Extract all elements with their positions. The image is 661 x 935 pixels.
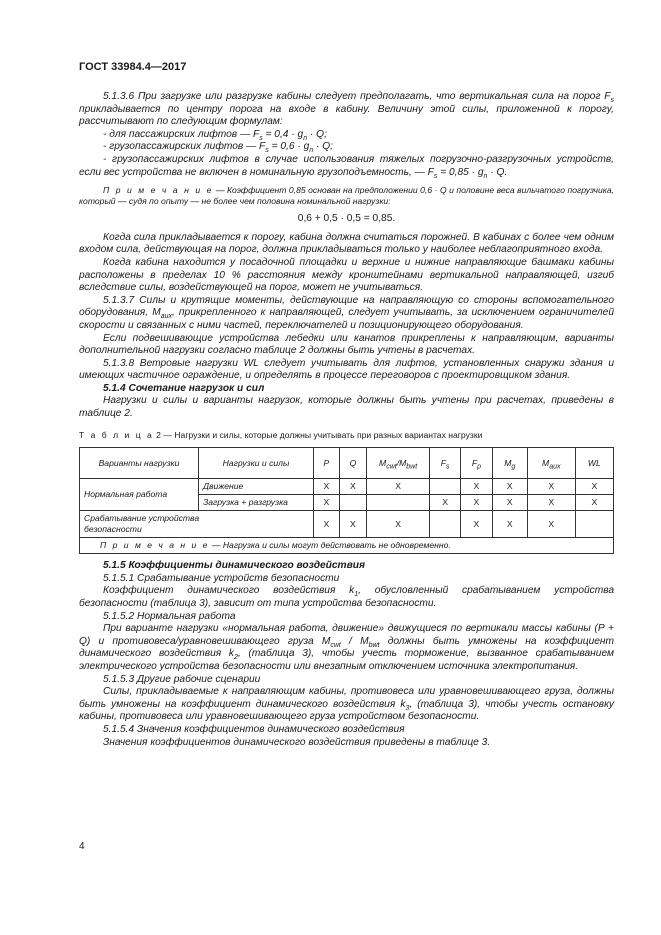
table-note: П р и м е ч а н и е — Нагрузка и силы могут действовать не одновременно. — [80, 538, 614, 554]
cell-empty — [430, 479, 461, 495]
cell-load-loading: Загрузка + разгрузка — [199, 495, 314, 511]
cell-mark: X — [339, 511, 366, 538]
paragraph-combination: Нагрузки и силы и варианты нагрузок, которые должны быть учтены при расчетах, приведены в таблице 2. — [79, 395, 614, 420]
paragraph-5-1-3-7: 5.1.3.7 Силы и крутящие моменты, действующие на направляющую со стороны вспомогательного оборудования, $M_{aux}$, прикрепленного к направляющей, следует учитывать, за исключением ограничителей скорости и связанных с ними частей, переключателей и позиционирующего оборудования. — [79, 294, 614, 331]
cell-mark: X — [575, 479, 613, 495]
heading-5-1-4: 5.1.4 Сочетание нагрузок и сил — [103, 382, 265, 394]
cell-mark: X — [492, 479, 527, 495]
th-M-cwt-bwt: $M_{cwt}/M_{bwt}$ — [367, 448, 430, 479]
cell-mark: X — [367, 511, 430, 538]
cell-mark: X — [527, 495, 575, 511]
cell-mark: X — [461, 479, 493, 495]
cell-mark: X — [461, 495, 493, 511]
paragraph-k1: Коэффициент динамического воздействия $k_1$, обусловленный срабатыванием устройства безопасности (таблица 3), зависит от типа устройства безопасности. — [79, 585, 615, 610]
cell-mark: X — [527, 511, 575, 538]
table-note-row — [80, 538, 614, 554]
cell-mark: X — [430, 495, 461, 511]
formula-heavy-devices: - грузопассажирских лифтов в случае использования тяжелых погрузочно-разгрузочных устройств, если вес устройства не включен в номинальную грузоподъемность, — $F_s = 0,85 \cdot g_n \cdot Q$. — [79, 153, 614, 180]
paragraph-k2: При варианте нагрузки «нормальная работа, движение» движущиеся по вертикали массы кабины (P + Q) и противовеса/уравновешивающего груза $M_{cwt} / M_{bwt}$ должны быть умножены на коэффициент динамического воздействия $k_2$, (таблица 3), чтобы учесть торможение, вызванное срабатыванием электрического устройства безопасности или внезапным отключением источника электропитания. — [79, 623, 614, 672]
heading-5-1-5: 5.1.5 Коэффициенты динамического воздействия — [103, 560, 365, 572]
table-row — [80, 479, 614, 495]
cell-variant-safety: Срабатывание устройства безопасности — [80, 511, 314, 538]
th-Maux: $M_{aux}$ — [527, 448, 575, 479]
th-Q: Q — [339, 448, 366, 479]
cell-mark: X — [492, 495, 527, 511]
cell-load-motion: Движение — [199, 479, 314, 495]
cell-mark: X — [314, 495, 340, 511]
heading-5-1-5-1: 5.1.5.1 Срабатывание устройств безопасности — [103, 572, 340, 584]
table-2-caption: Т а б л и ц а 2 — Нагрузки и силы, которые должны учитывать при разных вариантах нагрузки — [79, 429, 483, 440]
cell-empty — [575, 511, 613, 538]
paragraph-k3: Силы, прикладываемые к направляющим кабины, противовеса или уравновешивающего груза, должны быть умножены на коэффициент динамического воздействия $k_3$, (таблица 3), чтобы учесть остановку кабины, противовеса или уравновешивающего груза устройством безопасности. — [79, 686, 614, 723]
cell-empty — [430, 511, 461, 538]
page-body — [79, 91, 614, 749]
cell-mark: X — [492, 511, 527, 538]
page-header: ГОСТ 33984.4—2017 — [79, 61, 187, 73]
th-Fp: $F_p$ — [461, 448, 493, 479]
table-header-row — [80, 448, 614, 479]
cell-variant-normal: Нормальная работа — [80, 479, 199, 511]
cell-mark: X — [314, 479, 340, 495]
page-number: 4 — [79, 841, 85, 852]
note-coefficient: П р и м е ч а н и е — Коэффициент 0,85 основан на предположении 0,6 · Q и половине веса вильчатого погрузчика, который — судя по опыту — не более чем половина номинальной нагрузки: — [79, 185, 614, 207]
paragraph-landing: Когда кабина находится у посадочной площадки и верхние и нижние направляющие башмаки кабины расположены в пределах 10 % расстояния между кронштейнами вертикальной направляющей, изгиб вследствие силы, воздействующей на порог, может не учитываться. — [79, 256, 614, 294]
paragraph-empty-car: Когда сила прикладывается к порогу, кабина должна считаться порожней. В кабинах с более чем одним входом сила, действующая на порог, должна прикладываться только у наиболее неблагоприятного входа. — [79, 231, 614, 256]
heading-5-1-5-4: 5.1.5.4 Значения коэффициентов динамического воздействия — [103, 723, 405, 735]
th-loads: Нагрузки и силы — [199, 448, 314, 479]
paragraph-5-1-3-6: 5.1.3.6 При загрузке или разгрузке кабины следует предполагать, что вертикальная сила на порог $F_s$ прикладывается по центру порога на входе в кабину. Величину этой силы, приложенной к порогу, рассчитывают по следующим формулам: — [79, 91, 614, 128]
th-P: P — [314, 448, 340, 479]
table-2 — [79, 447, 614, 554]
cell-mark: X — [314, 511, 340, 538]
cell-mark: X — [339, 479, 366, 495]
paragraph-table3-ref: Значения коэффициентов динамического воздействия приведены в таблице 3. — [103, 736, 491, 748]
paragraph-suspension: Если подвешивающие устройства лебедки или канатов прикреплены к направляющим, варианты дополнительной нагрузки согласно таблице 2 должны быть учтены в расчетах. — [79, 332, 614, 357]
cell-mark: X — [367, 479, 430, 495]
note-formula: 0,6 + 0,5 · 0,5 = 0,85. — [297, 213, 396, 225]
heading-5-1-5-2: 5.1.5.2 Нормальная работа — [103, 610, 236, 622]
cell-mark: X — [527, 479, 575, 495]
table-row — [80, 511, 614, 538]
formula-freight: - грузопассажирских лифтов — $F_s = 0,6 \cdot g_n \cdot Q$; — [103, 141, 333, 155]
cell-mark: X — [575, 495, 613, 511]
cell-empty — [339, 495, 366, 511]
heading-5-1-5-3: 5.1.5.3 Другие рабочие сценарии — [103, 673, 261, 685]
cell-mark: X — [461, 511, 493, 538]
cell-empty — [367, 495, 430, 511]
th-variants: Варианты нагрузки — [80, 448, 199, 479]
th-WL: WL — [575, 448, 613, 479]
formula-passenger: - для пассажирских лифтов — $F_s = 0,4 \cdot g_n \cdot Q$; — [103, 128, 327, 142]
th-Mg: $M_g$ — [492, 448, 527, 479]
paragraph-5-1-3-8: 5.1.3.8 Ветровые нагрузки WL следует учитывать для лифтов, установленных снаружи здания и имеющих частичное ограждение, и определять в процессе переговоров с проектировщиком здания. — [79, 357, 614, 382]
th-Fs: $F_s$ — [430, 448, 461, 479]
